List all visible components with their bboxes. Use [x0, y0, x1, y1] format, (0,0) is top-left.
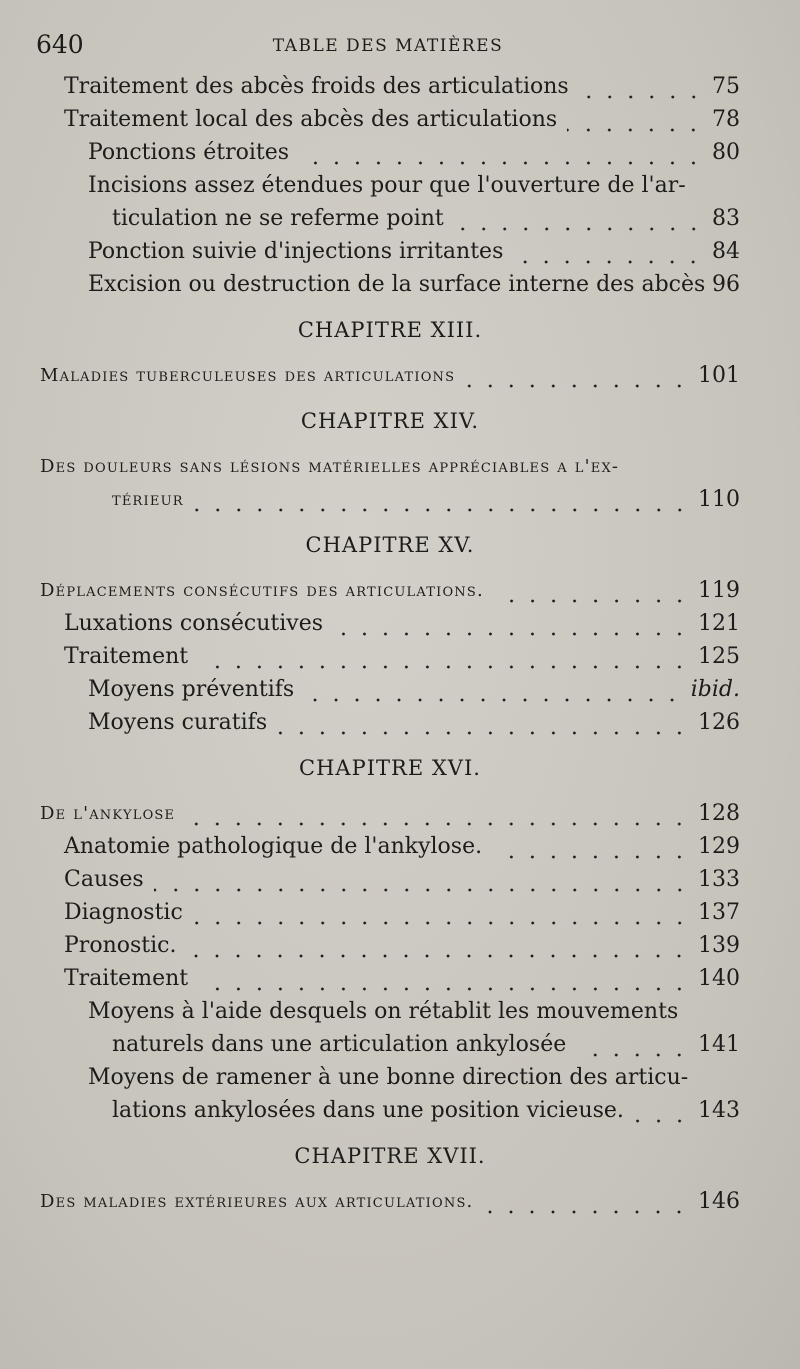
page-ref: 133: [698, 867, 740, 892]
toc-entry[interactable]: [40, 235, 740, 268]
page-ref: 80: [712, 140, 740, 165]
entry-title: Luxations consécutives: [64, 611, 324, 636]
toc-entry[interactable]: [40, 450, 740, 516]
dot-leader: [465, 384, 690, 388]
page-ref: 101: [698, 363, 740, 388]
page-ref: 75: [712, 74, 740, 99]
entry-title-continued: lations ankylosées dans une position vicieuse.: [112, 1098, 624, 1123]
entry-title: Pronostic.: [64, 933, 177, 958]
toc-entry[interactable]: [40, 830, 740, 863]
dot-leader: [333, 632, 690, 636]
page-ref: 146: [698, 1189, 740, 1214]
dot-leader: [513, 260, 704, 264]
page-ref: 140: [698, 966, 740, 991]
dot-leader: [579, 95, 704, 99]
entry-title: Des maladies extérieures aux articulations.: [40, 1191, 474, 1212]
entry-title-continued: naturels dans une articulation ankylosée: [112, 1032, 567, 1057]
entry-title: Moyens de ramener à une bonne direction des articu-: [88, 1065, 689, 1090]
toc-entry[interactable]: [40, 863, 740, 896]
dot-leader: [154, 888, 690, 892]
entry-title: Moyens préventifs: [88, 677, 295, 702]
entry-title: De l'ankylose: [40, 803, 176, 824]
dot-leader: [198, 987, 690, 991]
toc-entry[interactable]: [40, 103, 740, 136]
page-ref: 96: [712, 272, 740, 297]
entry-title: Traitement: [64, 966, 189, 991]
page-ref: 139: [698, 933, 740, 958]
entry-title: Causes: [64, 867, 144, 892]
toc-entry[interactable]: [40, 574, 740, 607]
page-ref: 125: [698, 644, 740, 669]
chapter-heading: CHAPITRE XV.: [305, 533, 475, 557]
entry-title: Ponctions étroites: [88, 140, 290, 165]
page-header: [36, 30, 740, 62]
page-ref: 78: [712, 107, 740, 132]
dot-leader: [304, 698, 683, 702]
dot-leader: [454, 227, 704, 231]
page-ref: 141: [698, 1032, 740, 1057]
toc-entry[interactable]: [40, 896, 740, 929]
toc-entry[interactable]: [40, 673, 740, 706]
toc-entry[interactable]: [40, 962, 740, 995]
toc-entry[interactable]: [40, 929, 740, 962]
toc-entry[interactable]: [40, 995, 740, 1061]
page-ref: 128: [698, 801, 740, 826]
entry-title-continued: ticulation ne se referme point: [112, 206, 444, 231]
page-number: 640: [36, 30, 84, 59]
dot-leader: [494, 599, 690, 603]
toc-entry[interactable]: [40, 797, 740, 830]
page-ref: 121: [698, 611, 740, 636]
chapter-heading: CHAPITRE XIII.: [297, 318, 483, 342]
dot-leader: [194, 508, 690, 512]
page-ref: 110: [698, 487, 740, 512]
entry-title: Anatomie pathologique de l'ankylose.: [64, 834, 483, 859]
entry-title: Excision ou destruction de la surface interne des abcès: [88, 272, 706, 297]
dot-leader: [576, 1053, 690, 1057]
dot-leader: [299, 161, 704, 165]
entry-title: Incisions assez étendues pour que l'ouverture de l'ar-: [88, 173, 686, 198]
page-ref: 84: [712, 239, 740, 264]
dot-leader: [483, 1210, 690, 1214]
entry-title: Déplacements consécutifs des articulations.: [40, 580, 484, 601]
entry-title: Moyens curatifs: [88, 710, 268, 735]
toc-entry[interactable]: [40, 268, 740, 301]
dot-leader: [198, 665, 690, 669]
dot-leader: [193, 921, 690, 925]
toc-entry[interactable]: [40, 70, 740, 103]
dot-leader: [634, 1119, 690, 1123]
entry-title: Traitement local des abcès des articulations: [64, 107, 558, 132]
page-ref: 137: [698, 900, 740, 925]
toc-entry[interactable]: [40, 706, 740, 739]
toc-entry[interactable]: [40, 136, 740, 169]
toc-entry[interactable]: [40, 359, 740, 392]
entry-title: Des douleurs sans lésions matérielles appréciables a l'ex-: [40, 456, 620, 477]
dot-leader: [492, 855, 690, 859]
toc-entry[interactable]: [40, 1061, 740, 1127]
chapter-heading: CHAPITRE XIV.: [300, 409, 480, 433]
chapter-heading: CHAPITRE XVI.: [299, 756, 481, 780]
page-ref: 129: [698, 834, 740, 859]
entry-title: Maladies tuberculeuses des articulations: [40, 365, 456, 386]
page-ref: 143: [698, 1098, 740, 1123]
dot-leader: [277, 731, 690, 735]
page-ref: 119: [698, 578, 740, 603]
entry-title: Traitement des abcès froids des articulations: [64, 74, 569, 99]
running-title: TABLE DES MATIÈRES: [272, 36, 504, 56]
entry-title: Traitement: [64, 644, 189, 669]
page-ref: 126: [698, 710, 740, 735]
toc-entry[interactable]: [40, 640, 740, 673]
entry-title: Moyens à l'aide desquels on rétablit les mouvements: [88, 999, 679, 1024]
entry-title: Diagnostic: [64, 900, 183, 925]
dot-leader: [186, 954, 690, 958]
dot-leader: [567, 128, 704, 132]
toc-entry[interactable]: [40, 169, 740, 235]
page-ref: ibid.: [690, 677, 740, 702]
table-of-contents: [40, 70, 740, 1218]
entry-title-continued: térieur: [112, 489, 184, 510]
dot-leader: [185, 822, 690, 826]
toc-entry[interactable]: [40, 1185, 740, 1218]
chapter-heading: CHAPITRE XVII.: [294, 1144, 486, 1168]
entry-title: Ponction suivie d'injections irritantes: [88, 239, 504, 264]
page-ref: 83: [712, 206, 740, 231]
toc-entry[interactable]: [40, 607, 740, 640]
